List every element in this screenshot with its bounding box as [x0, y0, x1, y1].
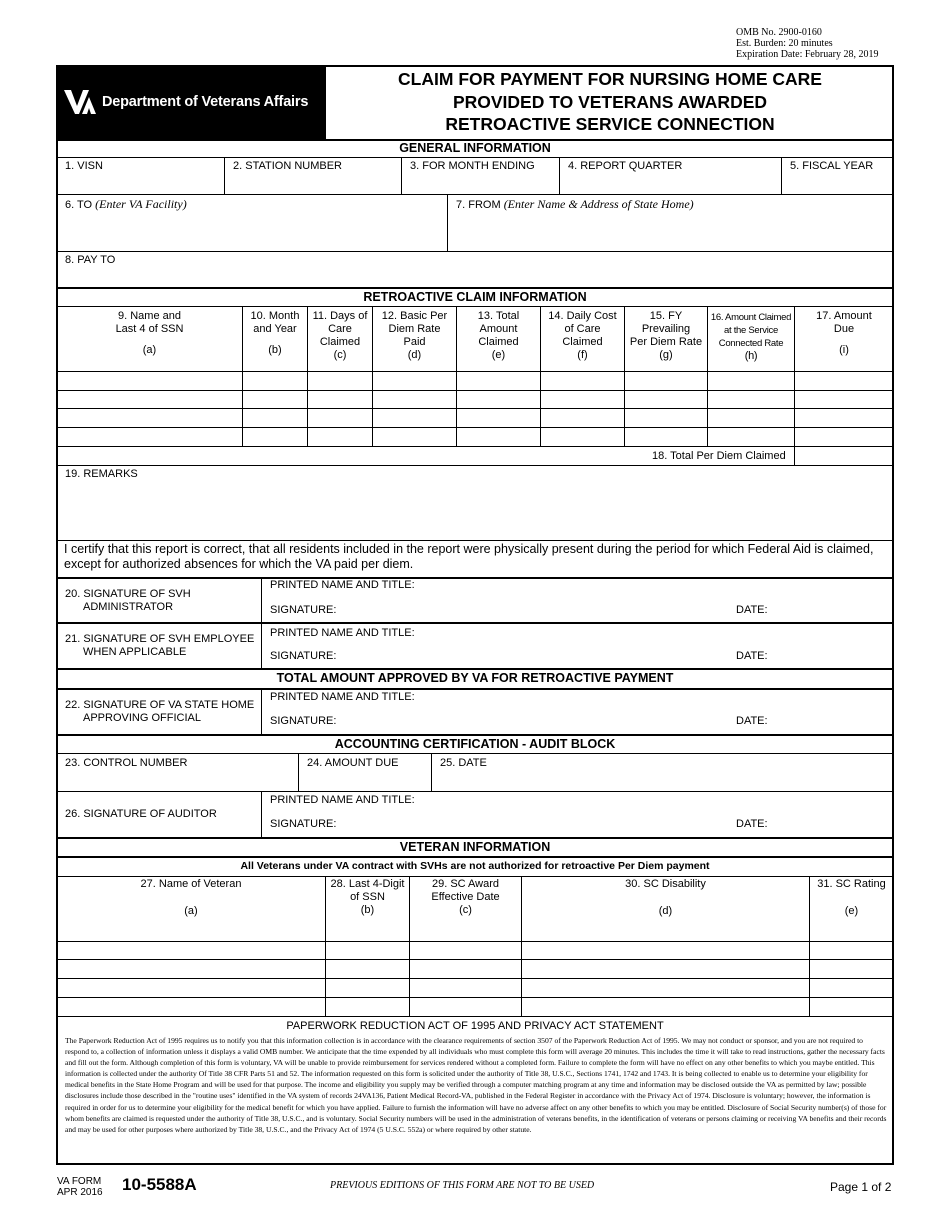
divider [325, 876, 326, 1016]
table-row[interactable] [56, 446, 894, 447]
printed-name-field[interactable]: PRINTED NAME AND TITLE: [270, 579, 415, 591]
va-logo [56, 65, 326, 139]
divider [409, 876, 410, 1016]
col-total-claimed [457, 310, 540, 362]
table-row[interactable] [56, 408, 894, 409]
divider [56, 856, 894, 858]
col-daily-cost [541, 310, 624, 362]
col-title: 11. Days of Care Claimed [312, 310, 368, 348]
divider [261, 578, 262, 622]
col-sc-rating [810, 878, 893, 918]
sig-22-label [65, 699, 254, 725]
divider [56, 622, 894, 624]
title-line-3: RETROACTIVE SERVICE CONNECTION [445, 114, 775, 134]
to-label: 6. TO [65, 199, 93, 211]
col-letter: (a) [142, 344, 157, 356]
col-title: 28. Last 4-Digit of SSN [330, 878, 405, 903]
divider [456, 306, 457, 446]
sig-26-label: 26. SIGNATURE OF AUDITOR [65, 808, 217, 820]
station-number-field[interactable]: 2. STATION NUMBER [233, 160, 342, 172]
divider [242, 306, 243, 446]
audit-heading: ACCOUNTING CERTIFICATION - AUDIT BLOCK [334, 737, 616, 751]
divider [56, 753, 894, 754]
divider [56, 287, 894, 289]
from-field[interactable] [456, 198, 694, 212]
month-ending-field[interactable]: 3. FOR MONTH ENDING [410, 160, 535, 172]
report-quarter-field[interactable]: 4. REPORT QUARTER [568, 160, 683, 172]
omb-number: OMB No. 2900-0160 [736, 27, 822, 38]
col-fy-prevailing [625, 310, 707, 362]
editions-notice: PREVIOUS EDITIONS OF THIS FORM ARE NOT TO BE USED [330, 1180, 595, 1191]
to-hint: (Enter VA Facility) [95, 197, 187, 211]
divider [56, 791, 894, 792]
col-name-ssn [57, 310, 242, 357]
sig-22-line1: 22. SIGNATURE OF VA STATE HOME [65, 699, 255, 711]
date-field[interactable]: DATE: [736, 715, 768, 727]
veteran-heading: VETERAN INFORMATION [399, 840, 551, 854]
privacy-body: The Paperwork Reduction Act of 1995 requires us to notify you that this information collection is in accordance with the clearance requirements of section 3507 of the Paperwork Reduction Act of 1995. We may not conduct or sponsor, and you are not required to respond to, a collection of information unless it displays a valid OMB number. We anticipate that the time expended by all individuals who must complete this form will average 20 minutes. This includes the time it will take to read instructions, gather the necessary facts and fill out the form. Although completion of this form is voluntary, VA will be unable to provide reimbursement for services rendered without a completed form. Failure to complete the form will have no effect on any other benefits to which you maybe entitled. This information is collected under the authority Of Title 38 CFR Parts 51 and 52. The information requested on this form is solicited under the authority of Title 38, U.S.C., Sections 1741, 1742 and 1743. It is being collected to enable us to determine your eligibility for medical benefits in the State Home Program and will be used for that purpose. The income and eligibility you supply may be verified through a computer matching program at any time and information may be disclosed outside the VA as permitted by law; possible disclosures include those described in the "routine uses" identified in the VA system of records 24VA136, Patient Medical Record-VA, published in the Federal Register in accordance with the Privacy Act of 1974. Disclosure is voluntary; however, the information is required in order for us to determine your eligibility for the medical benefit for which you have applied. Failure to furnish the information will have no adverse affect on any other benefits to which you may be entitled. Disclosure of Social Security number(s) of those for whom benefits are claimed is requested under the authority of Title 38, U.S.C., and is voluntary. Social Security numbers will be used in the administration of veterans benefits, in the identification of veterans or persons claiming or receiving VA benefits and their records and may be used for other purposes where authorized by Title 38, U.S.C., and the Privacy Act of 1974 (5 U.S.C. 552a) or where required by other statute. [65, 1036, 887, 1134]
form-date: APR 2016 [57, 1187, 103, 1198]
logo-text: Department of Veterans Affairs [102, 94, 309, 110]
col-month-year [243, 310, 307, 357]
col-title: 30. SC Disability [625, 878, 706, 890]
divider [56, 157, 894, 158]
from-hint: (Enter Name & Address of State Home) [503, 197, 694, 211]
table-row[interactable] [56, 427, 894, 428]
divider [521, 876, 522, 1016]
fiscal-year-field[interactable]: 5. FISCAL YEAR [790, 160, 874, 172]
table-row[interactable] [56, 390, 894, 391]
divider [540, 306, 541, 446]
veteran-note: All Veterans under VA contract with SVHs are not authorized for retroactive Per Diem payment [240, 860, 710, 872]
col-title: 10. Month and Year [250, 310, 300, 335]
col-letter: (i) [839, 344, 849, 356]
divider [56, 306, 894, 307]
approved-heading: TOTAL AMOUNT APPROVED BY VA FOR RETROACTIVE PAYMENT [276, 671, 674, 685]
signature-field[interactable]: SIGNATURE: [270, 715, 337, 727]
divider [56, 837, 894, 839]
table-row[interactable] [56, 997, 894, 998]
divider [56, 668, 894, 670]
control-number-field[interactable]: 23. CONTROL NUMBER [65, 757, 188, 769]
visn-field[interactable]: 1. VISN [65, 160, 103, 172]
col-sc-rate [708, 311, 794, 363]
title-line-2: PROVIDED TO VETERANS AWARDED [452, 91, 768, 112]
divider [261, 791, 262, 837]
date-field[interactable]: DATE: [736, 818, 768, 830]
divider [401, 157, 402, 194]
table-row[interactable] [56, 1016, 894, 1017]
divider [56, 194, 894, 195]
divider [56, 734, 894, 736]
col-veteran-name [57, 878, 325, 918]
divider [56, 251, 894, 252]
pay-to-field[interactable]: 8. PAY TO [65, 254, 116, 266]
col-letter: (b) [268, 344, 282, 356]
form-frame [56, 65, 894, 1165]
col-title: 14. Daily Cost of Care Claimed [548, 310, 617, 348]
col-title: 13. Total Amount Claimed [477, 310, 520, 348]
sig-20-line1: 20. SIGNATURE OF SVH [65, 588, 191, 600]
divider [624, 306, 625, 446]
sig-21-line2: WHEN APPLICABLE [83, 646, 187, 658]
col-letter: (d) [658, 905, 673, 917]
divider [559, 157, 560, 194]
col-sc-disability [522, 878, 809, 918]
omb-info [736, 27, 878, 60]
divider [298, 753, 299, 791]
sig-20-line2: ADMINISTRATOR [83, 601, 174, 613]
col-title: 15. FY Prevailing Per Diem Rate [629, 310, 703, 348]
col-title: 9. Name and Last 4 of SSN [115, 310, 184, 335]
omb-burden: Est. Burden: 20 minutes [736, 38, 833, 49]
col-letter: (c) [459, 904, 472, 916]
printed-name-field[interactable]: PRINTED NAME AND TITLE: [270, 691, 415, 703]
form-title [326, 66, 894, 139]
table-row[interactable] [56, 941, 894, 942]
form-number: 10-5588A [122, 1175, 197, 1194]
divider [794, 306, 795, 465]
divider [372, 306, 373, 446]
from-label: 7. FROM [456, 199, 501, 211]
col-letter: (b) [360, 904, 375, 916]
signature-field[interactable]: SIGNATURE: [270, 604, 337, 616]
page-number: Page 1 of 2 [830, 1180, 892, 1194]
divider [56, 577, 894, 579]
general-heading: GENERAL INFORMATION [399, 141, 551, 155]
divider [707, 306, 708, 446]
date-field[interactable]: DATE: [736, 604, 768, 616]
audit-date-field[interactable]: 25. DATE [440, 757, 487, 769]
sig-20-label [65, 588, 191, 614]
col-letter: (e) [844, 905, 859, 917]
privacy-heading: PAPERWORK REDUCTION ACT OF 1995 AND PRIVACY ACT STATEMENT [286, 1020, 664, 1032]
col-title: 29. SC Award Effective Date [431, 878, 500, 903]
col-letter: (h) [744, 350, 758, 362]
divider [261, 623, 262, 669]
divider [447, 194, 448, 251]
divider [56, 465, 894, 466]
divider [809, 876, 810, 1016]
printed-name-field[interactable]: PRINTED NAME AND TITLE: [270, 627, 415, 639]
signature-field[interactable]: SIGNATURE: [270, 818, 337, 830]
col-title: 27. Name of Veteran [140, 878, 242, 890]
omb-expiration: Expiration Date: February 28, 2019 [736, 49, 879, 60]
divider [56, 688, 894, 690]
printed-name-field[interactable]: PRINTED NAME AND TITLE: [270, 794, 415, 806]
col-basic-rate [373, 310, 456, 362]
to-field[interactable] [65, 198, 187, 212]
va-form-text: VA FORM [57, 1176, 102, 1187]
retro-heading: RETROACTIVE CLAIM INFORMATION [363, 290, 587, 304]
divider [56, 876, 894, 877]
sig-21-line1: 21. SIGNATURE OF SVH EMPLOYEE [65, 633, 255, 645]
table-row[interactable] [56, 978, 894, 979]
certification-statement: I certify that this report is correct, that all residents included in the report were physically present during the period for which Federal Aid is claimed, except for authorized absences for which the VA paid per diem. [64, 542, 874, 571]
sig-22-line2: APPROVING OFFICIAL [83, 712, 201, 724]
col-amount-due [795, 310, 893, 357]
divider [431, 753, 432, 791]
divider [781, 157, 782, 194]
sig-21-label [65, 633, 254, 659]
amount-due-field[interactable]: 24. AMOUNT DUE [307, 757, 399, 769]
col-title: 31. SC Rating [817, 878, 886, 890]
total-per-diem-label: 18. Total Per Diem Claimed [652, 450, 786, 462]
col-letter: (g) [659, 349, 673, 361]
form-label [57, 1176, 103, 1198]
divider [224, 157, 225, 194]
col-award-date [410, 878, 521, 917]
remarks-field[interactable]: 19. REMARKS [65, 468, 138, 480]
col-days-care [308, 310, 372, 362]
divider [56, 540, 894, 541]
col-title: 12. Basic Per Diem Rate Paid [381, 310, 448, 348]
col-letter: (d) [407, 349, 422, 361]
col-title: 17. Amount Due [816, 310, 872, 335]
va-seal-icon [62, 87, 98, 117]
col-letter: (f) [577, 349, 588, 361]
signature-field[interactable]: SIGNATURE: [270, 650, 337, 662]
col-title: 16. Amount Claimed at the Service Connected Rate [710, 312, 792, 349]
title-line-1: CLAIM FOR PAYMENT FOR NURSING HOME CARE [398, 69, 822, 89]
date-field[interactable]: DATE: [736, 650, 768, 662]
col-last4-ssn [326, 878, 409, 917]
table-row[interactable] [56, 959, 894, 960]
divider [307, 306, 308, 446]
col-letter: (a) [184, 905, 198, 917]
col-letter: (c) [333, 349, 347, 361]
col-letter: (e) [491, 349, 506, 361]
divider [261, 689, 262, 734]
table-row[interactable] [56, 371, 894, 372]
